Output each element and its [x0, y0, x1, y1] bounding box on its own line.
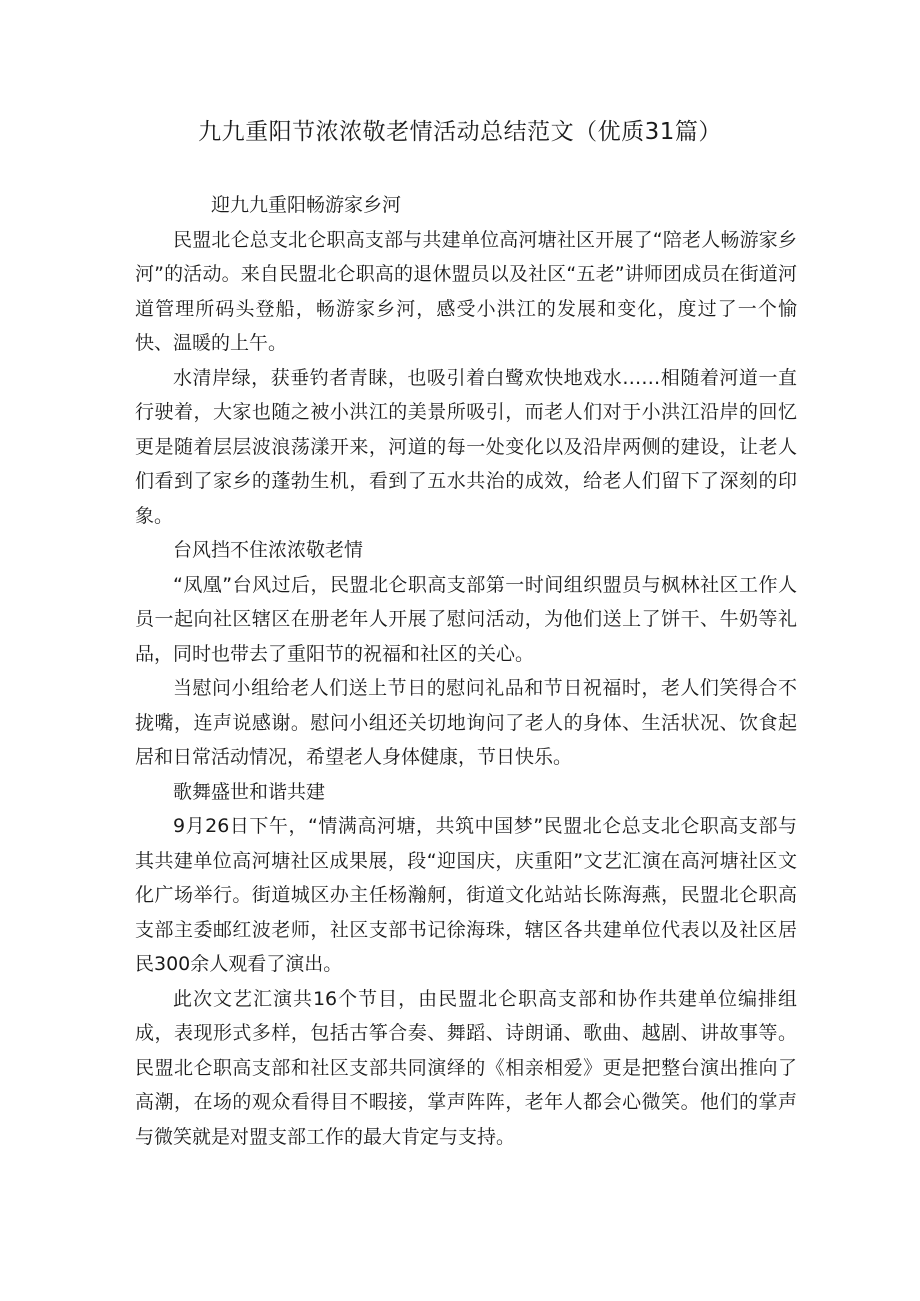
paragraph: 9月26日下午，“情满高河塘，共筑中国梦”民盟北仑总支北仑职高支部与其共建单位高河塘社区成果展，段“迎国庆，庆重阳”文艺汇演在高河塘社区文化广场举行。街道城区办主任杨瀚舸，街道文化站站长陈海燕，民盟北仑职高支部主委邮红波老师，社区支部书记徐海珠，辖区各共建单位代表以及社区居民300余人观看了演出。 — [135, 815, 797, 975]
paragraph: 民盟北仑总支北仑职高支部与共建单位高河塘社区开展了“陪老人畅游家乡河”的活动。来自民盟北仑职高的退休盟员以及社区“五老”讲师团成员在街道河道管理所码头登船，畅游家乡河，感受小洪江的发展和变化，度过了一个愉快、温暖的上午。 — [135, 228, 797, 354]
document-title: 九九重阳节浓浓敬老情活动总结范文（优质31篇） — [198, 119, 722, 145]
paragraph: 水清岸绿，获垂钓者青睐，也吸引着白鹭欢快地戏水……相随着河道一直行驶着，大家也随之被小洪江的美景所吸引，而老人们对于小洪江沿岸的回忆更是随着层层波浪荡漾开来，河道的每一处变化以及沿岸两侧的建设，让老人们看到了家乡的蓬勃生机，看到了五水共治的成效，给老人们留下了深刻的印象。 — [135, 366, 797, 527]
paragraph: “凤凰”台风过后，民盟北仑职高支部第一时间组织盟员与枫林社区工作人员一起向社区辖区在册老年人开展了慰问活动，为他们送上了饼干、牛奶等礼品，同时也带去了重阳节的祝福和社区的关心。 — [135, 573, 797, 665]
section-heading-typhoon: 台风挡不住浓浓敬老情 — [173, 539, 364, 561]
section-heading-river-trip: 迎九九重阳畅游家乡河 — [211, 194, 402, 216]
document-body — [135, 188, 797, 1154]
paragraph: 当慰问小组给老人们送上节日的慰问礼品和节日祝福时，老人们笑得合不拢嘴，连声说感谢。慰问小组还关切地询问了老人的身体、生活状况、饮食起居和日常活动情况，希望老人身体健康，节日快乐。 — [135, 677, 797, 768]
paragraph: 此次文艺汇演共16个节目，由民盟北仑职高支部和协作共建单位编排组成，表现形式多样，包括古筝合奏、舞蹈、诗朗诵、歌曲、越剧、讲故事等。民盟北仑职高支部和社区支部共同演绎的《相亲相爱》更是把整台演出推向了高潮，在场的观众看得目不暇接，掌声阵阵，老年人都会心微笑。他们的掌声与微笑就是对盟支部工作的最大肯定与支持。 — [135, 987, 797, 1148]
section-heading-performance: 歌舞盛世和谐共建 — [173, 780, 326, 803]
